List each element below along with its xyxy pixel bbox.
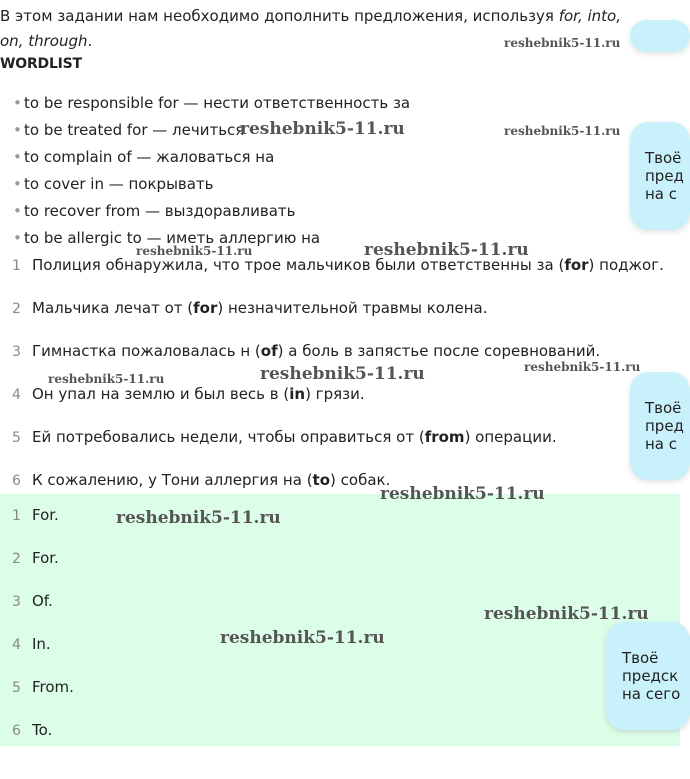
watermark: reshebnik5-11.ru	[380, 484, 545, 504]
answer-item: 3 Of.	[12, 592, 53, 610]
watermark: reshebnik5-11.ru	[220, 628, 385, 648]
intro-text: В этом задании нам необходимо дополнить предложения, используя	[0, 7, 559, 25]
bullet-icon: •	[13, 148, 22, 166]
watermark: reshebnik5-11.ru	[48, 372, 165, 386]
bullet-icon: •	[13, 175, 22, 193]
watermark: reshebnik5-11.ru	[504, 124, 621, 138]
intro-prepositions: for, into, on, through	[0, 7, 621, 50]
bullet-icon: •	[13, 121, 22, 139]
wordlist-title: WORDLIST	[0, 56, 82, 72]
answer-item: 2 For.	[12, 549, 59, 567]
wordlist-item: • to be responsible for — нести ответственность за	[13, 90, 410, 117]
question-item: 5 Ей потребовались недели, чтобы оправиться от (from) операции.	[12, 428, 557, 446]
intro-end: .	[87, 32, 93, 50]
side-bubble-partial[interactable]	[630, 20, 690, 52]
wordlist-item: • to be allergic to — иметь аллергию на	[13, 225, 410, 252]
wordlist-item: • to cover in — покрывать	[13, 171, 410, 198]
watermark: reshebnik5-11.ru	[524, 360, 641, 374]
side-bubble[interactable]: Твоё пред на с	[630, 372, 690, 480]
answer-item: 1 For.	[12, 506, 59, 524]
bullet-icon: •	[13, 94, 22, 112]
watermark: reshebnik5-11.ru	[364, 240, 529, 260]
side-bubble[interactable]: Твоё предск на сего	[606, 622, 690, 730]
question-item: 4 Он упал на землю и был весь в (in) грязи.	[12, 385, 365, 403]
wordlist-item: • to recover from — выздоравливать	[13, 198, 410, 225]
answer-item: 5 From.	[12, 678, 74, 696]
wordlist	[13, 90, 410, 252]
watermark: reshebnik5-11.ru	[260, 364, 425, 384]
watermark: reshebnik5-11.ru	[240, 119, 405, 139]
question-item: 3 Гимнастка пожаловалась н (of) а боль в запястье после соревнований.	[12, 342, 601, 360]
watermark: reshebnik5-11.ru	[484, 604, 649, 624]
side-bubble[interactable]: Твоё пред на с	[630, 122, 690, 230]
bullet-icon: •	[13, 229, 22, 247]
bullet-icon: •	[13, 202, 22, 220]
question-item: 2 Мальчика лечат от (for) незначительной травмы колена.	[12, 299, 488, 317]
watermark: reshebnik5-11.ru	[504, 36, 621, 50]
wordlist-item: • to complain of — жаловаться на	[13, 144, 410, 171]
wordlist-item: • to be treated for — лечиться	[13, 117, 410, 144]
watermark: reshebnik5-11.ru	[116, 508, 281, 528]
answer-item: 6 To.	[12, 721, 53, 739]
question-item: 6 К сожалению, у Тони аллергия на (to) собак.	[12, 471, 391, 489]
question-item: 1 Полиция обнаружила, что трое мальчиков были ответственны за (for) поджог.	[12, 256, 664, 274]
answer-item: 4 In.	[12, 635, 51, 653]
watermark: reshebnik5-11.ru	[136, 244, 253, 258]
